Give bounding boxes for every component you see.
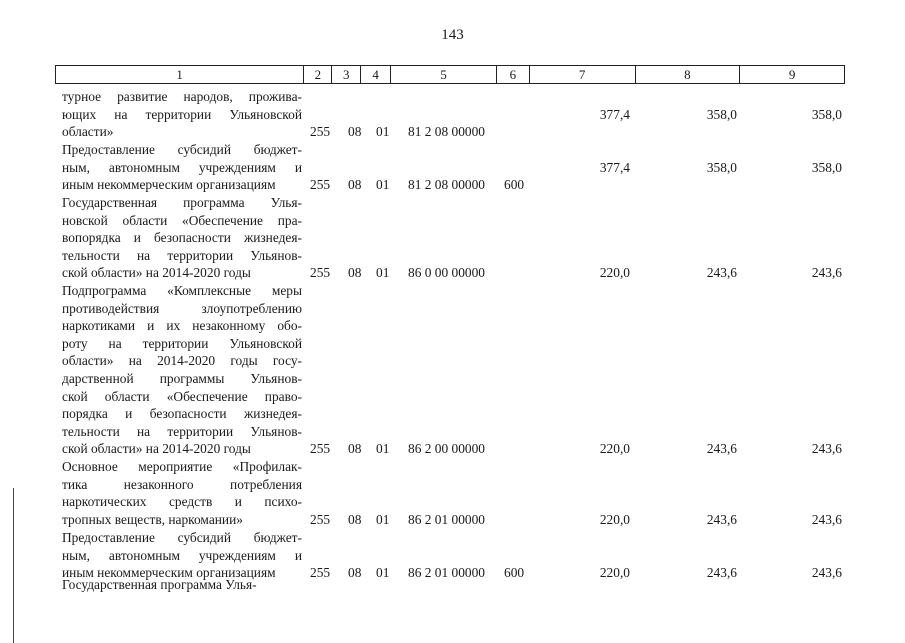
description-line: наркотических средств и психо- — [62, 494, 302, 510]
header-col-3: 3 — [332, 66, 361, 83]
row-description — [62, 141, 302, 194]
description-line: наркотиками и их незаконному обо- — [62, 318, 302, 334]
description-line: тропных веществ, наркомании» — [62, 511, 243, 527]
target-article-cell: 81 2 08 00000 — [408, 177, 485, 193]
budget-code-cell: 255 — [310, 441, 331, 457]
amount-year-3-cell: 243,6 — [811, 265, 842, 281]
header-col-4: 4 — [361, 66, 391, 83]
header-col-9: 9 — [788, 67, 796, 82]
description-line: вопорядка и безопасности жизнедея- — [62, 230, 302, 246]
page-number: 143 — [441, 27, 464, 43]
header-col-5: 5 — [391, 66, 497, 83]
description-line: иным некоммерческим организациям — [62, 565, 276, 581]
subsection-code-cell: 01 — [376, 511, 390, 527]
description-line: ской области» на 2014-2020 годы — [62, 441, 251, 457]
description-line: ющих на территории Ульяновской — [62, 106, 302, 122]
subsection-code-cell: 01 — [376, 441, 390, 457]
description-line: новской области «Обеспечение пра- — [62, 212, 302, 228]
description-line: области» на 2014-2020 годы госу- — [62, 353, 302, 369]
amount-year-2-cell: 243,6 — [706, 511, 737, 527]
amount-year-3-cell: 243,6 — [811, 511, 842, 527]
row-description — [62, 88, 302, 141]
subsection-code-cell: 01 — [376, 265, 390, 281]
description-line: тика незаконного потребления — [62, 476, 302, 492]
description-line: Подпрограмма «Комплексные меры — [62, 283, 302, 298]
target-article-cell: 81 2 08 00000 — [408, 124, 485, 140]
description-line: ской области «Обеспечение право- — [62, 388, 302, 404]
description-line: тельности на территории Ульянов- — [62, 247, 302, 263]
description-line: Основное мероприятие «Профилак- — [62, 459, 302, 474]
description-line: турное развитие народов, прожива- — [62, 89, 302, 104]
description-line: ным, автономным учреждениям и — [62, 547, 302, 563]
subsection-code-cell: 01 — [376, 124, 390, 140]
row-description — [62, 576, 302, 594]
header-col-1: 1 — [56, 66, 304, 83]
description-line: ской области» на 2014-2020 годы — [62, 265, 251, 281]
header-col-2: 2 — [304, 66, 332, 83]
header-col-7: 7 — [530, 66, 636, 83]
section-code-cell: 08 — [348, 441, 362, 457]
description-line: области» — [62, 124, 114, 140]
expense-type-cell: 600 — [504, 177, 525, 193]
amount-year-2-cell: 243,6 — [706, 565, 737, 581]
target-article-cell: 86 0 00 00000 — [408, 265, 485, 281]
amount-year-2-cell: 358,0 — [706, 159, 737, 175]
table-header — [55, 65, 845, 84]
target-article-cell: 86 2 01 00000 — [408, 565, 485, 581]
target-article-cell: 86 2 01 00000 — [408, 511, 485, 527]
row-description — [62, 458, 302, 528]
section-code-cell: 08 — [348, 177, 362, 193]
budget-code-cell: 255 — [310, 124, 331, 140]
budget-code-cell: 255 — [310, 265, 331, 281]
amount-year-2-cell: 358,0 — [706, 106, 737, 122]
margin-rule — [13, 488, 14, 643]
section-code-cell: 08 — [348, 265, 362, 281]
description-line: иным некоммерческим организациям — [62, 177, 276, 193]
amount-year-1-cell: 220,0 — [599, 511, 630, 527]
row-description — [62, 282, 302, 458]
section-code-cell: 08 — [348, 511, 362, 527]
subsection-code-cell: 01 — [376, 177, 390, 193]
amount-year-2-cell: 243,6 — [706, 441, 737, 457]
subsection-code-cell: 01 — [376, 565, 390, 581]
amount-year-1-cell: 220,0 — [599, 441, 630, 457]
description-line: Государственная программа Улья- — [62, 577, 257, 592]
description-line: тельности на территории Ульянов- — [62, 423, 302, 439]
budget-code-cell: 255 — [310, 565, 331, 581]
description-line: Предоставление субсидий бюджет- — [62, 530, 302, 545]
header-col-8: 8 — [636, 66, 741, 83]
description-line: роту на территории Ульяновской — [62, 335, 302, 351]
amount-year-1-cell: 377,4 — [599, 159, 630, 175]
section-code-cell: 08 — [348, 124, 362, 140]
expense-type-cell: 600 — [504, 565, 525, 581]
amount-year-3-cell: 358,0 — [811, 159, 842, 175]
row-description — [62, 194, 302, 282]
amount-year-3-cell: 358,0 — [811, 106, 842, 122]
amount-year-1-cell: 220,0 — [599, 265, 630, 281]
row-description — [62, 529, 302, 582]
target-article-cell: 86 2 00 00000 — [408, 441, 485, 457]
description-line: порядка и безопасности жизнедея- — [62, 406, 302, 422]
amount-year-1-cell: 377,4 — [599, 106, 630, 122]
description-line: дарственной программы Ульянов- — [62, 370, 302, 386]
description-line: противодействия злоупотреблению — [62, 300, 302, 316]
budget-code-cell: 255 — [310, 177, 331, 193]
description-line: Государственная программа Улья- — [62, 195, 302, 210]
amount-year-2-cell: 243,6 — [706, 265, 737, 281]
description-line: Предоставление субсидий бюджет- — [62, 142, 302, 157]
budget-code-cell: 255 — [310, 511, 331, 527]
description-line: ным, автономным учреждениям и — [62, 159, 302, 175]
amount-year-3-cell: 243,6 — [811, 441, 842, 457]
section-code-cell: 08 — [348, 565, 362, 581]
header-col-6: 6 — [497, 66, 530, 83]
amount-year-1-cell: 220,0 — [599, 565, 630, 581]
amount-year-3-cell: 243,6 — [811, 565, 842, 581]
